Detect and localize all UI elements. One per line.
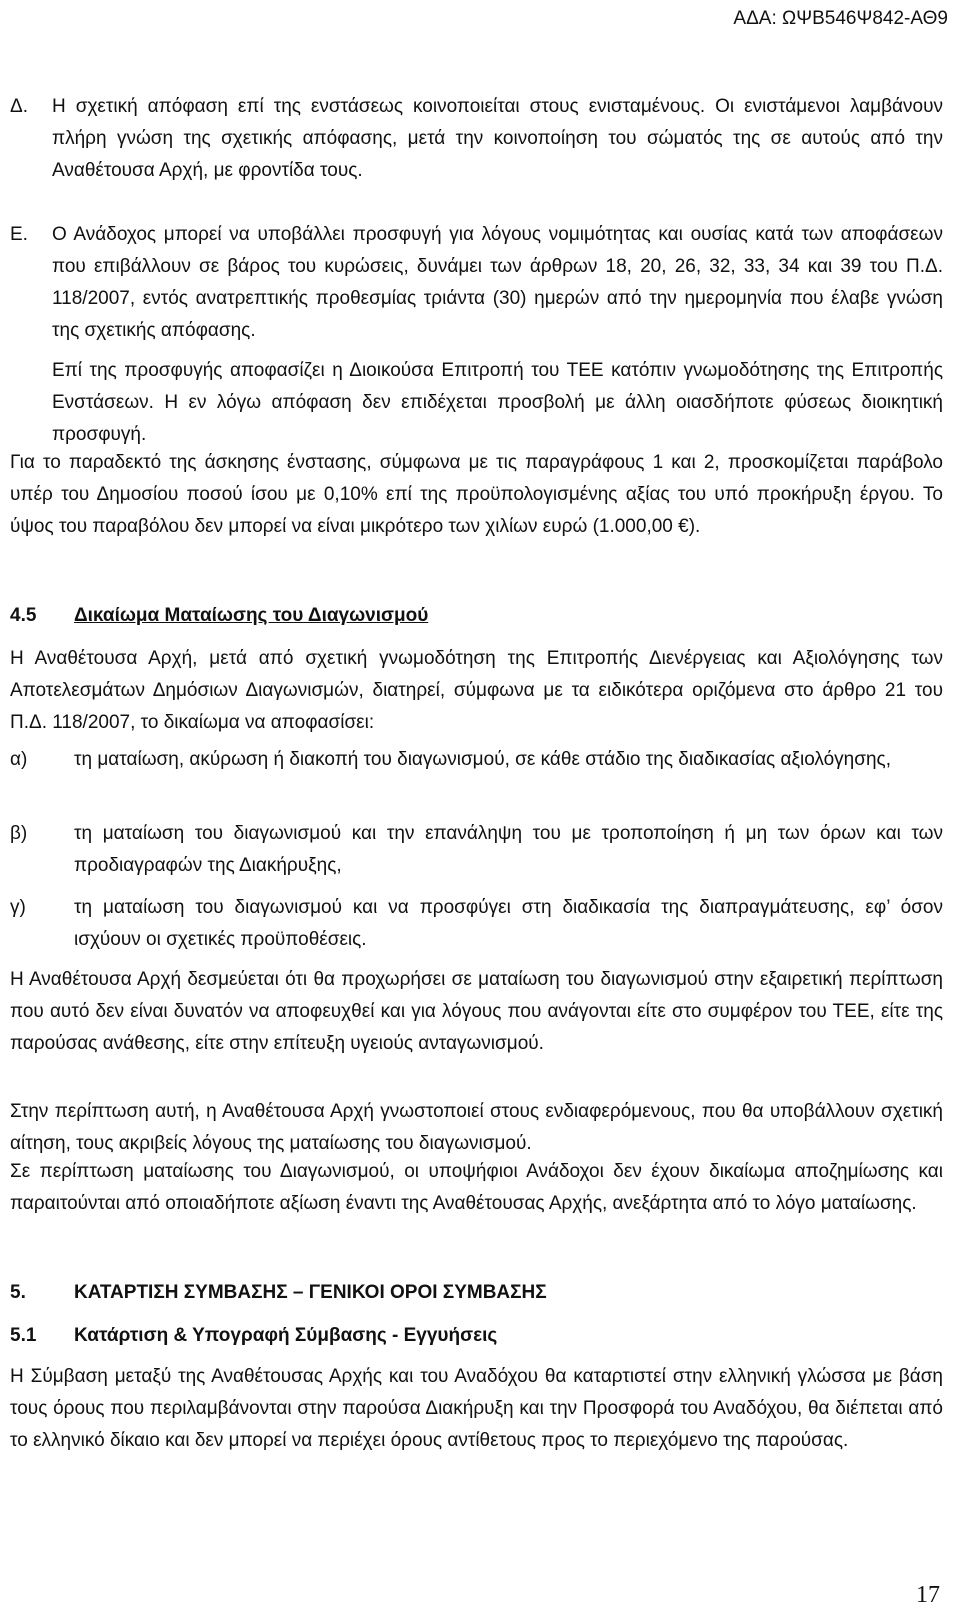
paragraph-e-label: Ε. bbox=[10, 224, 28, 245]
section-4-5-paragraph-1: Η Αναθέτουσα Αρχή δεσμεύεται ότι θα προχωρήσει σε ματαίωση του διαγωνισμού στην εξαιρετική περίπτωση που αυτό δεν είναι δυνατόν να αποφευχθεί και για λόγους που ανάγονται είτε στο συμφέρον του ΤΕΕ, είτε της παρούσας ανάθεσης, είτε στην επίτευξη υγειούς ανταγωνισμού. bbox=[10, 969, 943, 1054]
section-4-5-paragraph-3: Σε περίπτωση ματαίωσης του Διαγωνισμού, οι υποψήφιοι Ανάδοχοι δεν έχουν δικαίωμα αποζημίωσης και παραιτούνται από οποιαδήποτε αξίωση έναντι της Αναθέτουσας Αρχής, ανεξάρτητα από το λόγο ματαίωσης. bbox=[10, 1161, 943, 1214]
paragraph-d-text: Η σχετική απόφαση επί της ενστάσεως κοινοποιείται στους ενισταμένους. Οι ενιστάμενοι λαμβάνουν πλήρη γνώση της σχετικής απόφασης, μετά την κοινοποίηση του σώματός της σε αυτούς από την Αναθέτουσα Αρχή, με φροντίδα τους. bbox=[52, 96, 943, 181]
section-4-5-paragraph-2: Στην περίπτωση αυτή, η Αναθέτουσα Αρχή γνωστοποιεί στους ενδιαφερόμενους, που θα υποβάλλουν σχετική αίτηση, τους ακριβείς λόγους της ματαίωσης του διαγωνισμού. bbox=[10, 1101, 943, 1154]
section-5-title: ΚΑΤΑΡΤΙΣΗ ΣΥΜΒΑΣΗΣ – ΓΕΝΙΚΟΙ ΟΡΟΙ ΣΥΜΒΑΣΗΣ bbox=[74, 1282, 547, 1303]
list-item-c-text: τη ματαίωση του διαγωνισμού και να προσφύγει στη διαδικασία της διαπραγμάτευσης, εφ’ όσον ισχύουν οι σχετικές προϋποθέσεις. bbox=[74, 897, 943, 950]
ada-code: ΑΔΑ: ΩΨΒ546Ψ842-ΑΘ9 bbox=[733, 8, 948, 29]
page-number: 17 bbox=[916, 1582, 940, 1608]
list-item-b-label: β) bbox=[10, 823, 28, 844]
section-4-5-intro: Η Αναθέτουσα Αρχή, μετά από σχετική γνωμοδότηση της Επιτροπής Διενέργειας και Αξιολόγησης των Αποτελεσμάτων Δημόσιων Διαγωνισμών, διατηρεί, σύμφωνα με τα ειδικότερα οριζόμενα στο άρθρο 21 του Π.Δ. 118/2007, το δικαίωμα να αποφασίσει: bbox=[10, 648, 943, 733]
paragraph-e-text: Ο Ανάδοχος μπορεί να υποβάλλει προσφυγή για λόγους νομιμότητας και ουσίας κατά των αποφάσεων που επιβάλλουν σε βάρος του κυρώσεις, δυνάμει των άρθρων 18, 20, 26, 32, 33, 34 και 39 του Π.Δ. 118/2007, εντός ανατρεπτικής προθεσμίας τριάντα (30) ημερών από την ημερομηνία που έλαβε γνώση της σχετικής απόφασης. bbox=[52, 224, 943, 341]
list-item-b-text: τη ματαίωση του διαγωνισμού και την επανάληψη του με τροποποίηση ή μη των όρων και των προδιαγραφών της Διακήρυξης, bbox=[74, 823, 943, 876]
section-4-5-number: 4.5 bbox=[10, 605, 37, 626]
paravolo-paragraph: Για το παραδεκτό της άσκησης ένστασης, σύμφωνα με τις παραγράφους 1 και 2, προσκομίζεται παράβολο υπέρ του Δημοσίου ποσού ίσου με 0,10% επί της προϋπολογισμένης αξίας του υπό προκήρυξη έργου. Το ύψος του παραβόλου δεν μπορεί να είναι μικρότερο των χιλίων ευρώ (1.000,00 €). bbox=[10, 452, 943, 537]
section-4-5-title: Δικαίωμα Ματαίωσης του Διαγωνισμού bbox=[74, 605, 429, 626]
paragraph-d-label: Δ. bbox=[10, 96, 28, 117]
paragraph-e-text-2: Επί της προσφυγής αποφασίζει η Διοικούσα Επιτροπή του ΤΕΕ κατόπιν γνωμοδότησης της Επιτροπής Ενστάσεων. Η εν λόγω απόφαση δεν επιδέχεται προσβολή με άλλη οιασδήποτε φύσεως διοικητική προσφυγή. bbox=[52, 360, 943, 445]
list-item-c-label: γ) bbox=[10, 897, 26, 918]
section-5-1-number: 5.1 bbox=[10, 1325, 37, 1346]
section-5-number: 5. bbox=[10, 1282, 26, 1303]
list-item-a-text: τη ματαίωση, ακύρωση ή διακοπή του διαγωνισμού, σε κάθε στάδιο της διαδικασίας αξιολόγησης, bbox=[74, 749, 891, 770]
section-5-1-text: Η Σύμβαση μεταξύ της Αναθέτουσας Αρχής και του Αναδόχου θα καταρτιστεί στην ελληνική γλώσσα με βάση τους όρους που περιλαμβάνονται στην παρούσα Διακήρυξη και την Προσφορά του Αναδόχου, θα διέπεται από το ελληνικό δίκαιο και δεν μπορεί να περιέχει όρους αντίθετους προς το περιεχόμενο της παρούσας. bbox=[10, 1366, 943, 1451]
list-item-a-label: α) bbox=[10, 749, 28, 770]
section-5-1-title: Κατάρτιση & Υπογραφή Σύμβασης - Εγγυήσεις bbox=[74, 1325, 498, 1346]
